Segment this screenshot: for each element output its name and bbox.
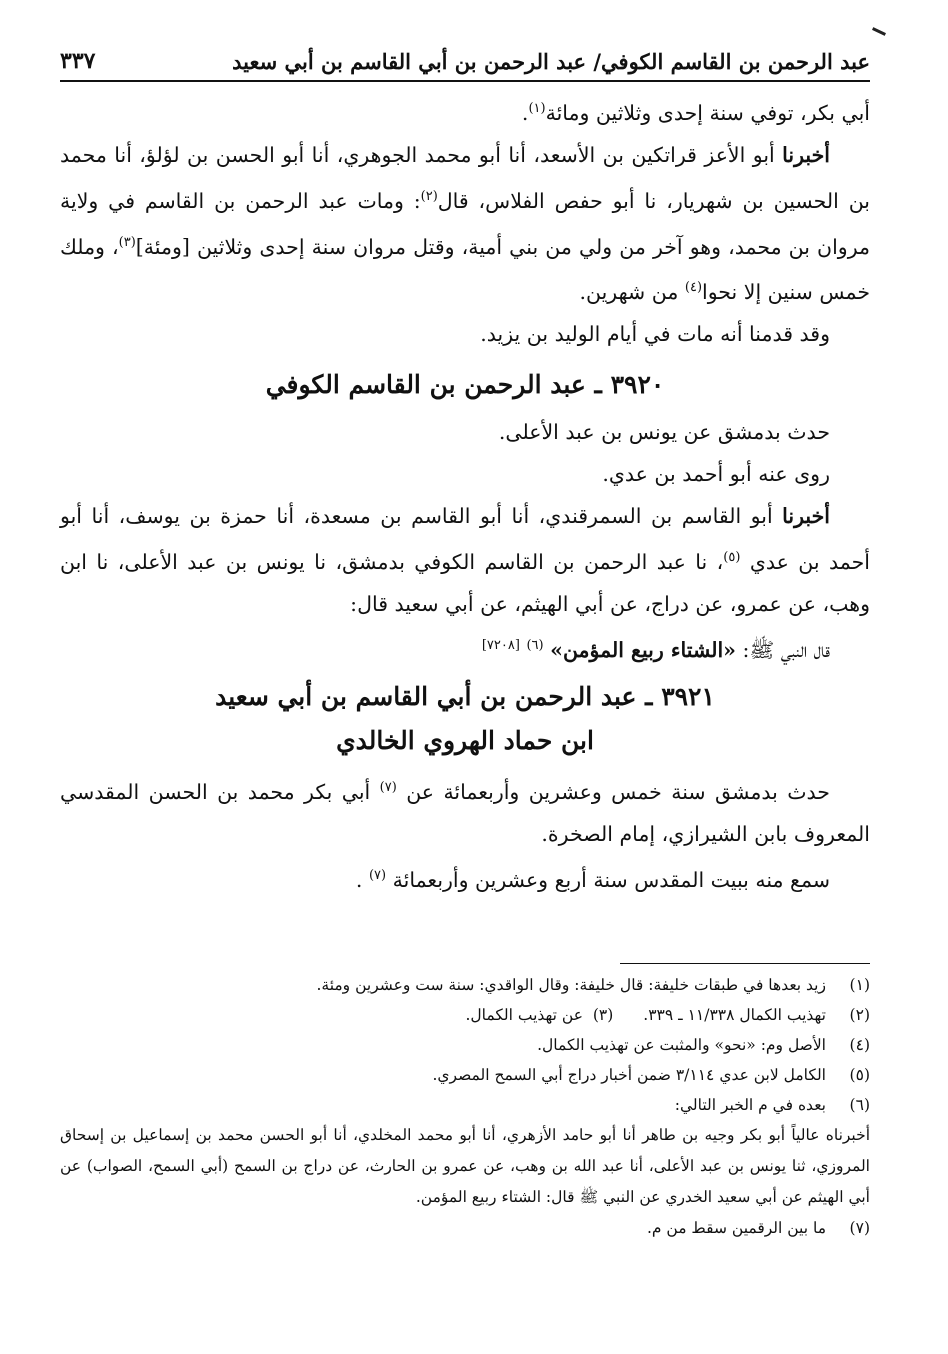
paragraph-7: قال النبي ﷺ: «الشتاء ربيع المؤمن» $^{(٦)}$ [٧٢٠٨]	[481, 637, 830, 662]
footnote-6: (٦) بعده في م الخبر التالي:	[674, 1096, 870, 1114]
footnote-ref-7b: (٧)	[368, 867, 387, 883]
paragraph-4: حدث بدمشق عن يونس بن عبد الأعلى.	[498, 420, 830, 445]
footnote-divider	[620, 963, 870, 964]
footnote-1: (١) زيد بعدها في طبقات خليفة: قال خليفة: وقال الواقدي: سنة ست وعشرين ومئة.	[316, 976, 870, 994]
footnote-ref-3: (٣)	[118, 234, 136, 250]
paragraph-3: وقد قدمنا أنه مات في أيام الوليد بن يزيد.	[480, 322, 830, 347]
footnote-2: تهذيب الكمال ١١/٣٣٨ ـ ٣٣٩.	[643, 1006, 826, 1024]
hadith-number: [٧٢٠٨]	[481, 638, 520, 654]
footnote-2-3: (٢) تهذيب الكمال ١١/٣٣٨ ـ ٣٣٩.(٣) عن تهذيب الكمال.	[465, 1006, 870, 1024]
paragraph-5: روى عنه أبو أحمد بن عدي.	[602, 462, 830, 487]
paragraph-2: أخبرنا أبو الأعز قراتكين بن الأسعد، أنا أبو محمد الجوهري، أنا أبو الحسن بن لؤلؤ، أنا محمد بن الحسين بن شهريار، نا أبو حفص الفلاس، قال$^{(٢)}$: ومات عبد الرحمن بن القاسم في ولاية مروان بن محمد، وهو آخر من ولي من بني أمية، وقتل مروان سنة إحدى وثلاثين [ومئة]$^{(٣)}$، وملك خمس سنين إلا نحوا$^{(٤)}$ من شهرين.	[60, 142, 871, 305]
footnote-ref-7: (٧)	[379, 779, 397, 795]
corner-mark	[872, 27, 886, 36]
paragraph-1: أبي بكر، توفي سنة إحدى وثلاثين ومائة$^{(١)}$.	[521, 100, 870, 125]
footnote-ref-2: (٢)	[420, 188, 438, 204]
footnote-4: (٤) الأصل وم: «نحو» والمثبت عن تهذيب الكمال.	[537, 1036, 870, 1054]
running-title: عبد الرحمن بن القاسم الكوفي/ عبد الرحمن بن أبي القاسم بن أبي سعيد	[232, 49, 870, 74]
paragraph-6: أخبرنا أبو القاسم بن السمرقندي، أنا أبو القاسم بن مسعدة، أنا حمزة بن يوسف، أنا أبو أحمد بن عدي $^{(٥)}$، نا عبد الرحمن بن القاسم الكوفي بدمشق، نا يونس بن عبد الأعلى، نا ابن وهب، عن عمرو، عن دراج، عن أبي الهيثم، عن أبي سعيد قال:	[60, 504, 870, 617]
isnad-lead: أخبرنا	[782, 142, 830, 167]
footnote-3: عن تهذيب الكمال.	[465, 1006, 583, 1024]
page-header	[60, 48, 870, 82]
footnote-ref-6: (٦)	[526, 638, 544, 654]
footnote-ref-4: (٤)	[684, 280, 703, 296]
footnote-ref-1: (١)	[528, 101, 546, 116]
footnotes	[60, 963, 870, 1243]
paragraph-8: حدث بدمشق سنة خمس وعشرين وأربعمائة عن $^{(٧)}$ أبي بكر محمد بن الحسن المقدسي المعروف بابن الشيرازي، إمام الصخرة.	[60, 779, 870, 846]
isnad-lead: أخبرنا	[782, 504, 830, 529]
entry-heading-3921: ٣٩٢١ ـ عبد الرحمن بن أبي القاسم بن أبي سعيد	[215, 681, 715, 711]
page-body	[60, 48, 870, 901]
footnote-3-num: (٣)	[592, 1006, 614, 1024]
page-number: ٣٣٧	[60, 48, 96, 74]
hadith-text: «الشتاء ربيع المؤمن»	[550, 637, 736, 662]
footnote-6-quote: أخبرناه عالياً أبو بكر وجيه بن طاهر أنا أبو حامد الأزهري، أنا أبو محمد المخلدي، أنا أبو الحسن محمد بن إسماعيل بن إسحاق المروزي، ثنا يونس بن عبد الأعلى، أنا عبد الله بن وهب، عن عمرو بن الحارث، عن دراج بن السمح (أبي السمح، الصواب) عن أبي الهيثم عن أبي سعيد الخدري عن النبي ﷺ قال: الشتاء ربيع المؤمن.	[60, 1126, 870, 1206]
footnote-ref-5: (٥)	[723, 550, 741, 566]
entry-heading-3920: ٣٩٢٠ ـ عبد الرحمن بن القاسم الكوفي	[265, 370, 665, 400]
paragraph-9: سمع منه ببيت المقدس سنة أربع وعشرين وأربعمائة $^{(٧)}$ .	[355, 867, 830, 892]
footnote-7: (٧) ما بين الرقمين سقط من م.	[646, 1219, 870, 1237]
entry-heading-3921-cont: ابن حماد الهروي الخالدي	[336, 725, 594, 755]
footnote-5: (٥) الكامل لابن عدي ٣/١١٤ ضمن أخبار دراج أبي السمح المصري.	[432, 1066, 870, 1084]
